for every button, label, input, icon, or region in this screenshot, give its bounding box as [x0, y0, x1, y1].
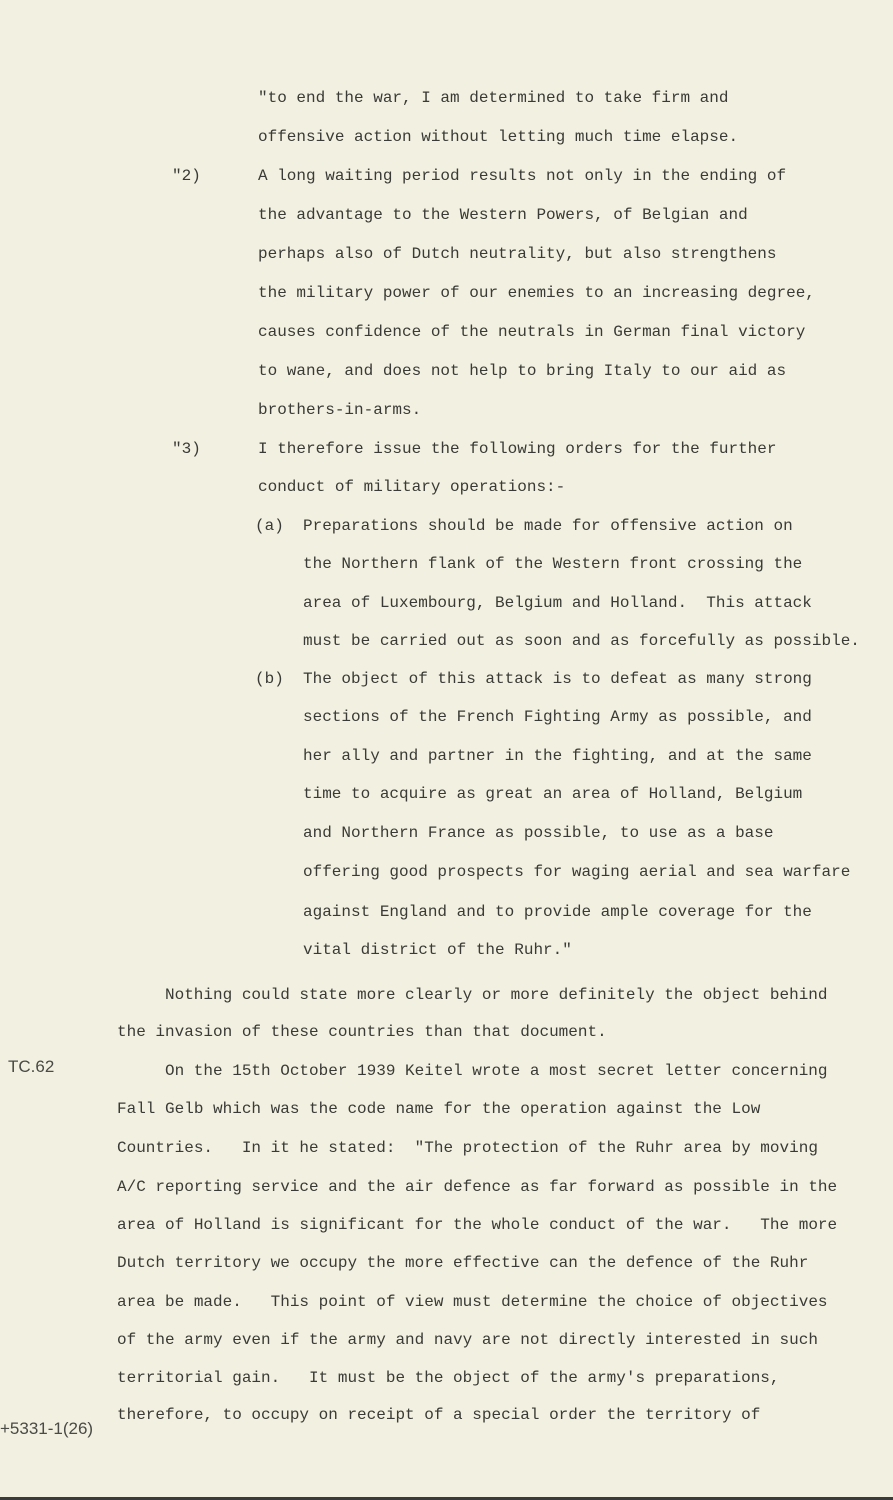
sub-item-label-a: (a) [255, 517, 284, 535]
text-line: therefore, to occupy on receipt of a special order the territory of [117, 1406, 761, 1424]
text-line: against England and to provide ample coverage for the [303, 903, 812, 921]
text-line: offering good prospects for waging aerial and sea warfare [303, 863, 851, 881]
text-line: conduct of military operations:- [258, 478, 566, 496]
document-number: +5331-1(26) [0, 1419, 94, 1438]
text-line: to wane, and does not help to bring Italy to our aid as [258, 362, 787, 380]
text-line: Preparations should be made for offensive action on [303, 517, 793, 535]
text-line: Fall Gelb which was the code name for the operation against the Low [117, 1100, 761, 1118]
item-label-2: "2) [172, 167, 201, 185]
text-line: time to acquire as great an area of Holland, Belgium [303, 785, 803, 803]
text-line: causes confidence of the neutrals in German final victory [258, 323, 806, 341]
text-line: of the army even if the army and navy are not directly interested in such [117, 1331, 818, 1349]
text-line: the invasion of these countries than that document. [117, 1023, 607, 1041]
text-line: offensive action without letting much time elapse. [258, 128, 739, 146]
text-line: On the 15th October 1939 Keitel wrote a most secret letter concerning [165, 1062, 828, 1080]
text-line: area of Luxembourg, Belgium and Holland. This attack [303, 594, 812, 612]
text-line: "to end the war, I am determined to take firm and [258, 89, 729, 107]
text-line: the military power of our enemies to an increasing degree, [258, 284, 815, 302]
margin-reference: TC.62 [8, 1057, 55, 1076]
text-line: area be made. This point of view must determine the choice of objectives [117, 1293, 828, 1311]
sub-item-label-b: (b) [255, 670, 284, 688]
text-line: A/C reporting service and the air defence as far forward as possible in the [117, 1178, 838, 1196]
text-line: brothers-in-arms. [258, 401, 422, 419]
item-label-3: "3) [172, 440, 201, 458]
text-line: A long waiting period results not only in the ending of [258, 167, 787, 185]
text-line: the Northern flank of the Western front crossing the [303, 555, 803, 573]
text-line: Countries. In it he stated: "The protection of the Ruhr area by moving [117, 1139, 818, 1157]
text-line: sections of the French Fighting Army as possible, and [303, 708, 812, 726]
text-line: vital district of the Ruhr." [303, 941, 572, 959]
text-line: her ally and partner in the fighting, and at the same [303, 747, 812, 765]
text-line: Nothing could state more clearly or more definitely the object behind [165, 986, 828, 1004]
text-line: must be carried out as soon and as forcefully as possible. [303, 632, 860, 650]
text-line: area of Holland is significant for the whole conduct of the war. The more [117, 1216, 838, 1234]
text-line: and Northern France as possible, to use as a base [303, 824, 774, 842]
text-line: the advantage to the Western Powers, of Belgian and [258, 206, 748, 224]
text-line: perhaps also of Dutch neutrality, but also strengthens [258, 245, 777, 263]
text-line: Dutch territory we occupy the more effective can the defence of the Ruhr [117, 1254, 809, 1272]
text-line: The object of this attack is to defeat as many strong [303, 670, 812, 688]
text-line: territorial gain. It must be the object of the army's preparations, [117, 1369, 780, 1387]
text-line: I therefore issue the following orders for the further [258, 440, 777, 458]
